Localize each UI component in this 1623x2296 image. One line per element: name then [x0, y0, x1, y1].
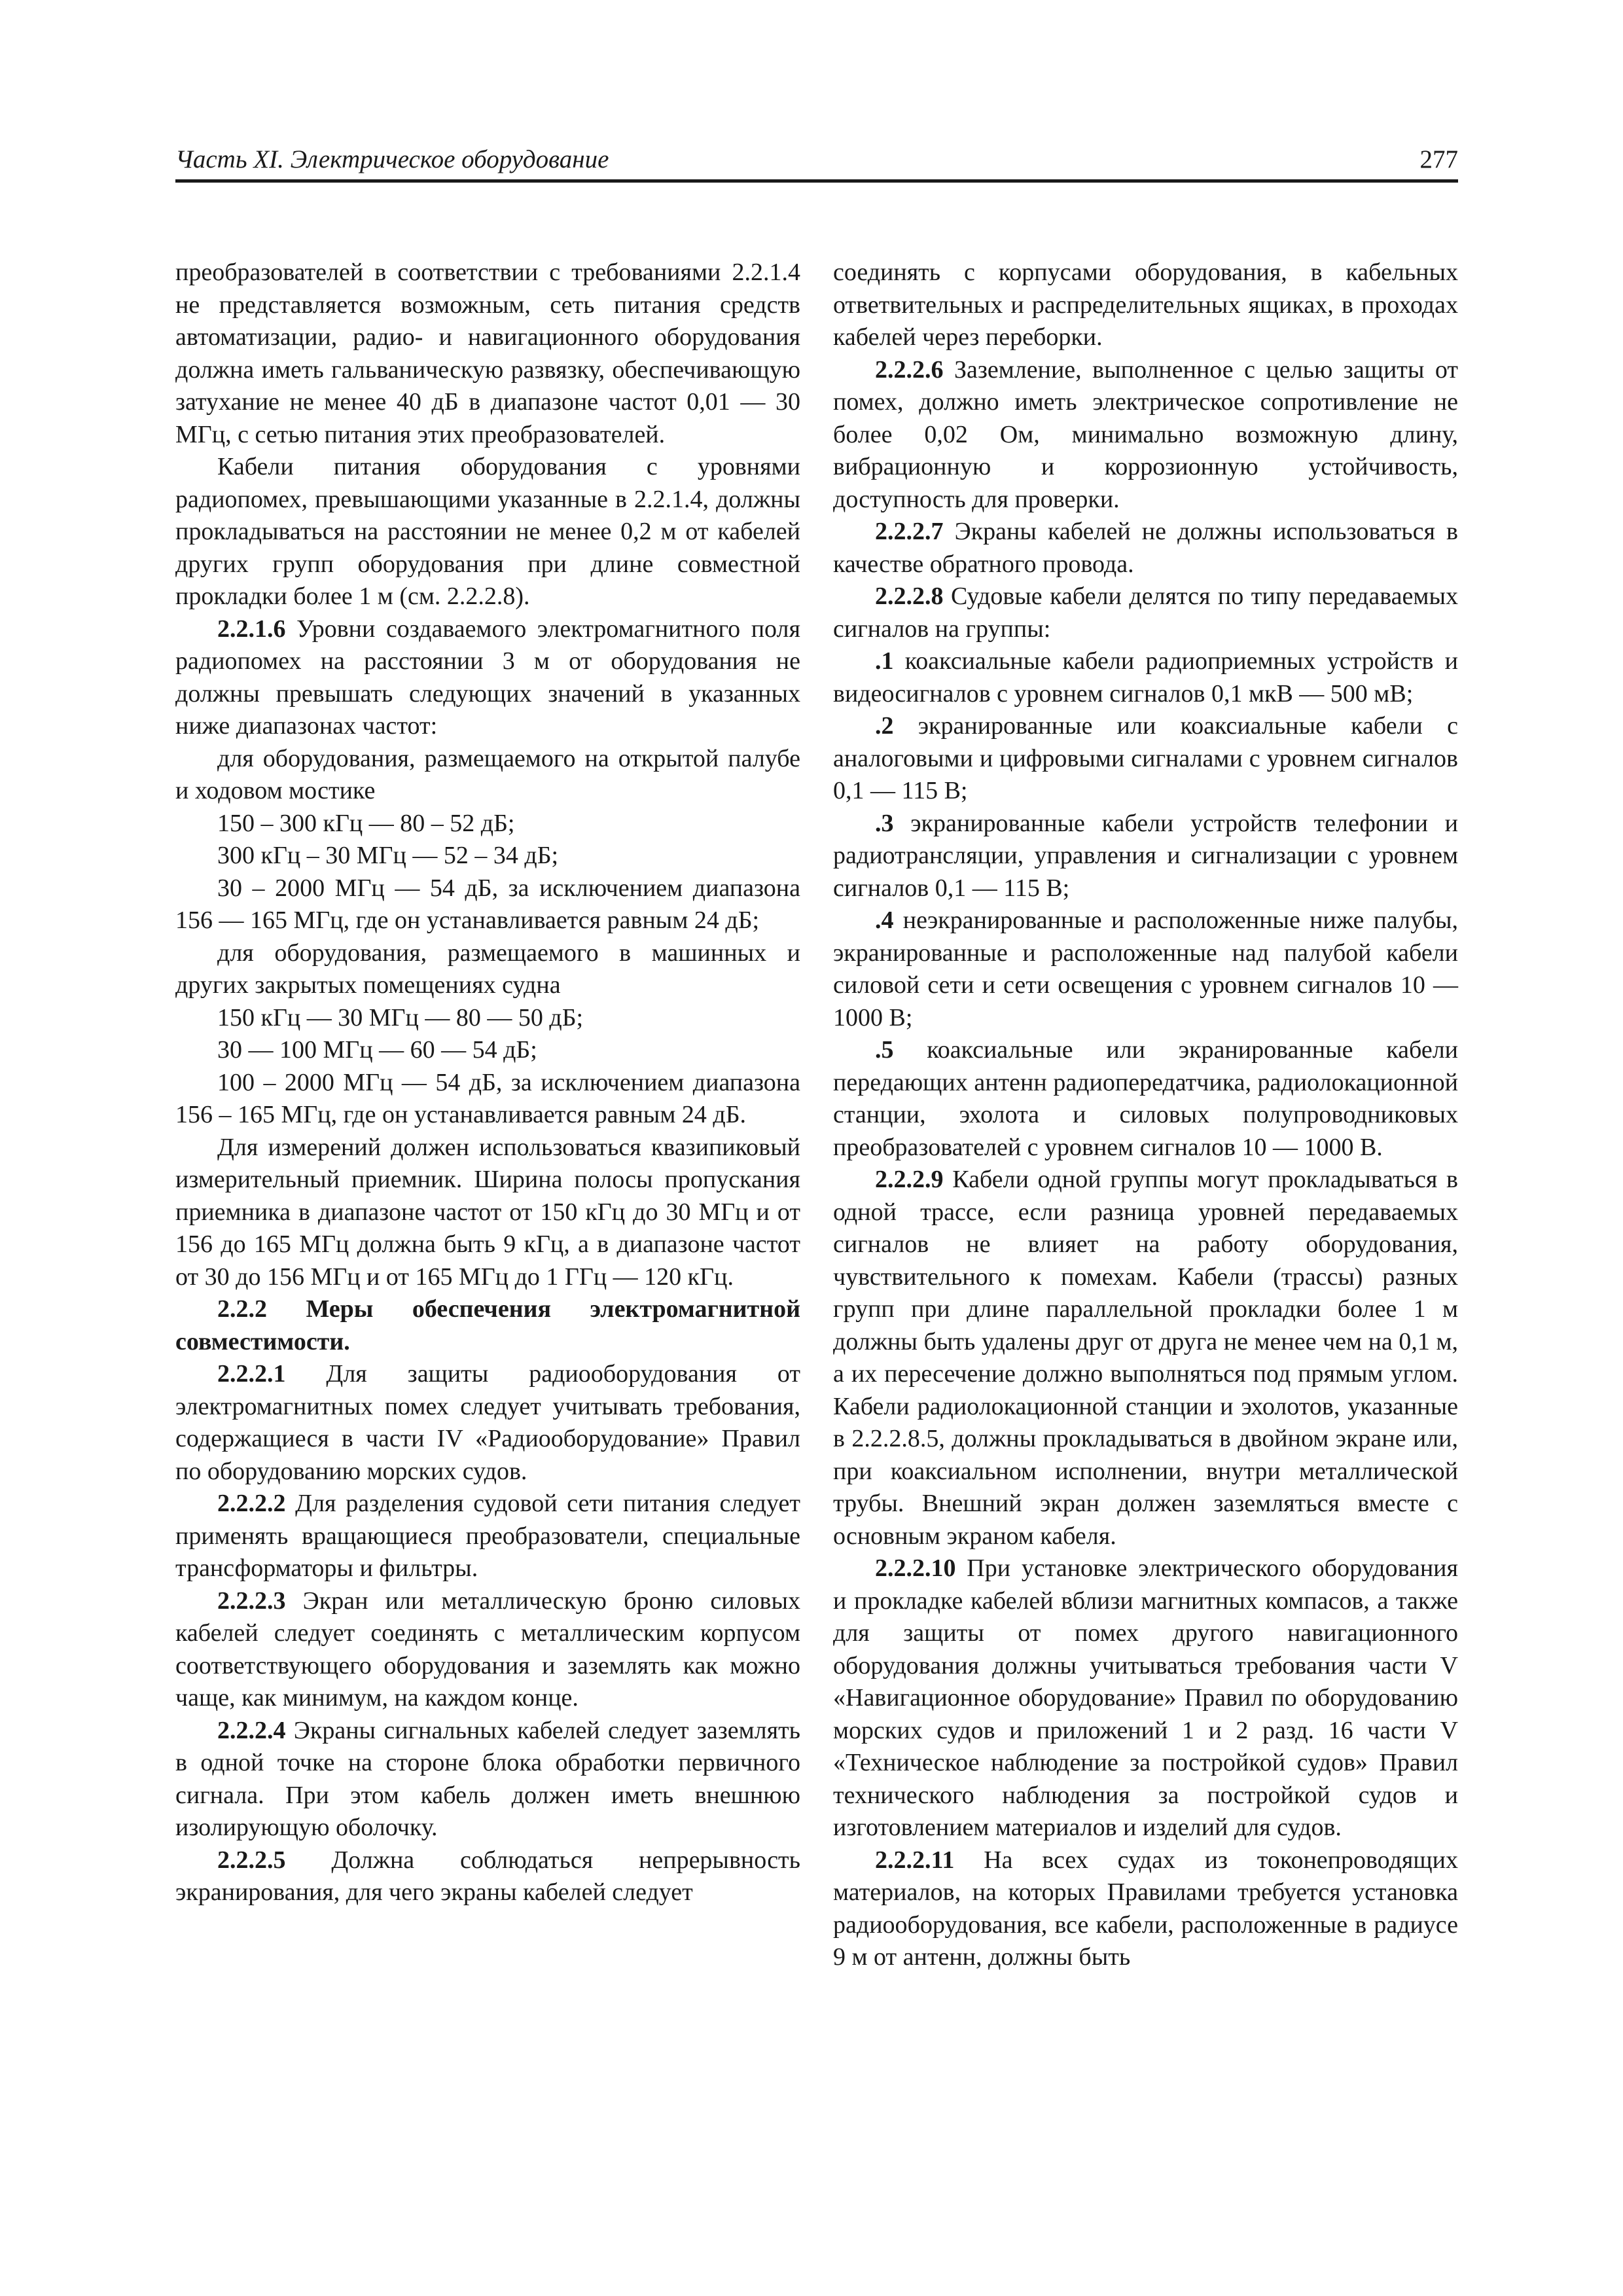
paragraph — [833, 581, 1458, 645]
clause-number: 2.2.2.9 — [875, 1166, 944, 1193]
range-row: 100 – 2000 МГц — 54 дБ, за исключением диапазона 156 – 165 МГц, где он устанавливается равным 24 дБ. — [175, 1068, 800, 1128]
list-item — [833, 905, 1458, 1034]
paragraph — [833, 516, 1458, 581]
list-item — [833, 1034, 1458, 1164]
list-item-text: коаксиальные или экранированные кабели передающих антенн радиопередатчика, радиолокационной станции, эхолота и силовых полупроводниковых преобразователей с уровнем сигналов 10 — 1000 В. — [833, 1036, 1458, 1161]
paragraph: Для измерений должен использоваться квазипиковый измерительный приемник. Ширина полосы пропускания приемника в диапазоне частот от 150 кГц до 30 МГц и от 156 до 165 МГц должна быть 9 кГц, а в диапазоне частот от 30 до 156 МГц и от 165 МГц до 1 ГГц — 120 кГц. — [175, 1133, 800, 1291]
paragraph — [833, 1844, 1458, 1974]
list-item-text: экранированные кабели устройств телефонии и радиотрансляции, управления и сигнализации с уровнем сигналов 0,1 — 115 В; — [833, 809, 1458, 902]
paragraph-text: Судовые кабели делятся по типу передаваемых сигналов на группы: — [833, 583, 1458, 643]
range-row: 30 — 100 МГц — 60 — 54 дБ; — [217, 1036, 537, 1064]
range-row: 150 кГц — 30 МГц — 80 — 50 дБ; — [217, 1003, 584, 1031]
paragraph-text: Экран или металлическую броню силовых кабелей следует соединять с металлическим корпусом соответствующего оборудования и заземлять как можно чаще, как минимум, на каждом конце. — [175, 1587, 800, 1712]
paragraph — [175, 1585, 800, 1715]
paragraph: Кабели питания оборудования с уровнями радиопомех, превышающими указанные в 2.2.1.4, должны прокладываться на расстоянии не менее 0,2 м от кабелей других групп оборудования при длине совместной прокладки более 1 м (см. 2.2.2.8). — [175, 453, 800, 610]
list-item — [833, 710, 1458, 808]
clause-number: 2.2.2.4 — [217, 1716, 286, 1744]
list-item-number: .1 — [875, 647, 894, 675]
paragraph-text: При установке электрического оборудования и прокладке кабелей вблизи магнитных компасов, а также для защиты от помех другого навигационного оборудования должны учитываться требования части V «Навигационное оборудование» Правил по оборудованию морских судов и приложений 1 и 2 разд. 16 части V «Техническое наблюдение за постройкой судов» Правил технического наблюдения за постройкой судов и изготовлением материалов и изделий для судов. — [833, 1554, 1458, 1841]
right-column — [833, 257, 1458, 1974]
clause-number: 2.2.2.10 — [875, 1554, 956, 1582]
paragraph — [175, 613, 800, 743]
list-item-text: экранированные или коаксиальные кабели с аналоговыми и цифровыми сигналами с уровнем сигналов 0,1 — 115 В; — [833, 712, 1458, 804]
paragraph — [833, 1164, 1458, 1552]
paragraph — [175, 1715, 800, 1844]
paragraph-text: Экраны кабелей не должны использоваться в качестве обратного провода. — [833, 518, 1458, 578]
paragraph-text: Кабели одной группы могут прокладываться в одной трассе, если разница уровней передаваемых сигналов не влияет на работу оборудования, чувствительного к помехам. Кабели (трассы) разных групп при длине параллельной прокладки более 1 м должны быть удалены друг от друга не менее чем на 0,1 м, а их пересечение должно выполняться под прямым углом. Кабели радиолокационной станции и эхолотов, указанные в 2.2.2.8.5, должны прокладываться в двойном экране или, при коаксиальном исполнении, внутри металлической трубы. Внешний экран должен заземляться вместе с основным экраном кабеля. — [833, 1166, 1458, 1550]
page-number: 277 — [1419, 145, 1458, 173]
header-rule — [175, 179, 1458, 183]
paragraph-text: Экраны сигнальных кабелей следует заземлять в одной точке на стороне блока обработки первичного сигнала. При этом кабель должен иметь внешнюю изолирующую оболочку. — [175, 1716, 800, 1841]
paragraph: для оборудования, размещаемого в машинных и других закрытых помещениях судна — [175, 939, 800, 999]
list-item-text: неэкранированные и расположенные ниже палубы, экранированные и расположенные над палубой кабели силовой сети и сети освещения с уровнем сигналов 10 — 1000 В; — [833, 906, 1458, 1031]
list-item-number: .4 — [875, 906, 894, 934]
page-header — [175, 140, 1458, 179]
paragraph — [175, 1488, 800, 1585]
list-item-number: .3 — [875, 809, 894, 837]
left-column — [175, 257, 800, 1909]
list-item-number: .2 — [875, 712, 894, 740]
paragraph: преобразователей в соответствии с требованиями 2.2.1.4 не представляется возможным, сеть питания средств автоматизации, радио- и навигационного оборудования должна иметь гальваническую развязку, обеспечивающую затухание не менее 40 дБ в диапазоне частот 0,01 — 30 МГц, с сетью питания этих преобразователей. — [175, 259, 800, 448]
paragraph — [175, 1358, 800, 1488]
list-item — [833, 645, 1458, 710]
paragraph-text: Уровни создаваемого электромагнитного поля радиопомех на расстоянии 3 м от оборудования не должны превышать следующих значений в указанных ниже диапазонах частот: — [175, 615, 800, 740]
clause-number: 2.2.2.2 — [217, 1490, 286, 1517]
clause-number: 2.2.2.1 — [217, 1360, 286, 1388]
paragraph — [833, 1552, 1458, 1844]
paragraph-text: Для разделения судовой сети питания следует применять вращающиеся преобразователи, специальные трансформаторы и фильтры. — [175, 1490, 800, 1582]
clause-number: 2.2.2.11 — [875, 1846, 955, 1874]
range-row: 30 – 2000 МГц — 54 дБ, за исключением диапазона 156 — 165 МГц, где он устанавливается равным 24 дБ; — [175, 874, 800, 934]
paragraph — [175, 1844, 800, 1909]
paragraph: для оборудования, размещаемого на открытой палубе и ходовом мостике — [175, 744, 800, 804]
clause-number: 2.2.1.6 — [217, 615, 286, 643]
paragraph-text: Для защиты радиооборудования от электромагнитных помех следует учитывать требования, содержащиеся в части IV «Радиооборудование» Правил по оборудованию морских судов. — [175, 1360, 800, 1485]
clause-number: 2.2.2.7 — [875, 518, 944, 545]
clause-number: 2.2.2.3 — [217, 1587, 286, 1615]
paragraph — [833, 354, 1458, 516]
list-item-text: коаксиальные кабели радиоприемных устройств и видеосигналов с уровнем сигналов 0,1 мкВ — 500 мВ; — [833, 647, 1458, 708]
list-item — [833, 808, 1458, 905]
paragraph-text: Заземление, выполненное с целью защиты от помех, должно иметь электрическое сопротивление не более 0,02 Ом, минимально возможную длину, вибрационную и коррозионную устойчивость, доступность для проверки. — [833, 355, 1458, 513]
range-row: 150 – 300 кГц — 80 – 52 дБ; — [217, 809, 515, 837]
section-heading: 2.2.2 Меры обеспечения электромагнитной совместимости. — [175, 1295, 800, 1355]
clause-number: 2.2.2.8 — [875, 583, 944, 610]
range-row: 300 кГц – 30 МГц — 52 – 34 дБ; — [217, 842, 559, 869]
paragraph-text: Должна соблюдаться непрерывность экранирования, для чего экраны кабелей следует — [175, 1846, 800, 1906]
clause-number: 2.2.2.6 — [875, 355, 944, 384]
paragraph-text: На всех судах из токонепроводящих материалов, на которых Правилами требуется установка радиооборудования, все кабели, расположенные в радиусе 9 м от антенн, должны быть — [833, 1846, 1458, 1971]
list-item-number: .5 — [875, 1036, 894, 1064]
clause-number: 2.2.2.5 — [217, 1846, 286, 1874]
running-title: Часть XI. Электрическое оборудование — [175, 145, 609, 173]
paragraph: соединять с корпусами оборудования, в кабельных ответвительных и распределительных ящиках, в проходах кабелей через переборки. — [833, 259, 1458, 351]
